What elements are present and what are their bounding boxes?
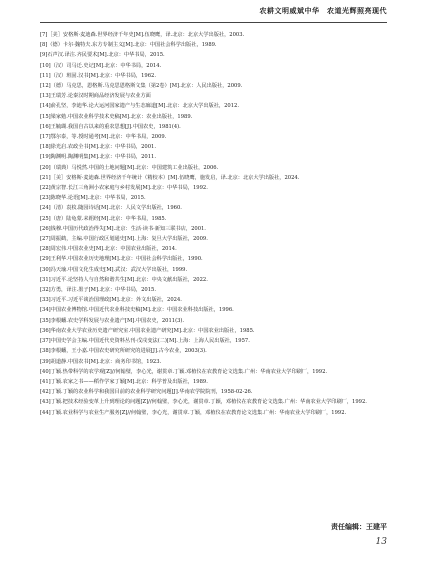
reference-item: [43]丁颖.把技术经验变革上升到理论的问题[Z]//何翰璧，李心光，谢贯章.丁颖，邓植仪在农教育论文选集.广州：华南农业大学印刷厂，1992.	[40, 399, 367, 406]
reference-item: [12]（德）马克思，恩格斯.马克思恩格斯文集（第2卷）[M].北京：人民出版社，2009.	[40, 83, 243, 90]
page-number: 13	[375, 537, 387, 547]
reference-item: [19]陶渊明.陶渊明集[M].北京：中华书局，2011.	[40, 154, 156, 161]
responsible-editor: 责任编辑：王建平	[331, 523, 387, 531]
reference-item: [31]习近平.论坚持人与自然和谐共生[M].北京：中央文献出版社，2022.	[40, 276, 208, 283]
reference-item: [33]习近平.习近平谈治国理政[M].北京：外文出版社，2024.	[40, 297, 182, 304]
reference-item: [9]石声汉.译注.齐民要术[M].北京：中华书局，2015.	[40, 52, 165, 59]
reference-item: [32]方勇，译注.墨子[M].北京：中华书局，2015.	[40, 287, 156, 294]
reference-item: [11]（汉）班固.汉书[M].北京：中华书局，1962.	[40, 72, 156, 79]
reference-item: [44]丁颖.农业科学与农业生产服务[Z]//何翰璧，李心光，谢贯章.丁颖，邓植仪在农教育论文选集.广州：华南农业大学印刷厂，1992.	[40, 409, 347, 416]
reference-item: [16]王毓瑚.我国自古以来的重农思想[J].中国农史，1981(4).	[40, 123, 181, 130]
reference-item: [20]（瑞典）马悦然.中国的土地问题[M].北京：中国建筑工业出版社，2006.	[40, 164, 219, 171]
reference-item: [13]王瑞芳.论秦汉时期商品经济发展与农业方面	[40, 93, 151, 100]
reference-item: [14]俞孔坚，李迪华.论大运河国家遗产与生态廊道[M].北京：北京大学出版社，2012.	[40, 103, 239, 110]
reference-item: [23]陈晓华.论语[M].北京：中华书局，2015.	[40, 195, 146, 202]
reference-list	[40, 30, 388, 418]
reference-item: [22]黄宗智.长江三角洲小农家庭与乡村发展[M].北京：中华书局，1992.	[40, 185, 208, 192]
reference-item: [26]钱穆.中国历代政治得失[M].北京：生活·读书·新知三联书店，2001.	[40, 225, 206, 232]
reference-item: [36]华南农业大学农业历史遗产研究室.中国农业遗产研究[M].北京：中国农业出版社，1985.	[40, 327, 255, 334]
reference-item: [21]［美］安格斯·麦迪森.世界经济千年统计（精校本）[M].伍晓鹰，施发启，译.北京：北京大学出版社，2024.	[40, 174, 300, 181]
reference-item: [35]李根蟠.农史学科发展与农业遗产[M].中国农史，2011(3).	[40, 317, 185, 324]
reference-item: [27]周振鹤，主编.中国行政区划通史[M].上海：复旦大学出版社，2009.	[40, 236, 208, 243]
reference-item: [29]王利华.中国农业历史地理[M].北京：中国社会科学出版社，1990.	[40, 256, 203, 263]
reference-item: [28]周宏伟.中国农业史[M].北京：中国农业出版社，2014.	[40, 246, 177, 253]
reference-item: [8]（德）卡尔·魏特夫.东方专制主义[M].北京：中国社会科学出版社，1989.	[40, 42, 217, 49]
reference-item: [7]［美］安格斯·麦迪森.世界经济千年史[M].伍晓鹰，译.北京：北京大学出版社，2003.	[40, 32, 245, 38]
reference-item: [30]冯天瑜.中国文化生成史[M].武汉：武汉大学出版社，1999.	[40, 266, 188, 273]
reference-item: [38]李根蟠，王小嘉.中国农史研究所研究的进展[J].古今农业，2003(3).	[40, 348, 207, 355]
reference-item: [39]胡道静.中国农书[M].北京：商务印书馆，1923.	[40, 358, 162, 365]
reference-item: [24]（清）袁枚.随园诗话[M].北京：人民文学出版社，1960.	[40, 205, 182, 212]
reference-item: [10]（汉）司马迁.史记[M].北京：中华书局，2014.	[40, 62, 162, 69]
reference-item: [40]丁颖.热带科学的农学观[Z]//何翰璧，李心光，谢贯章.丁颖.邓植仪在农教育论文选集.广州：华南农业大学印刷厂，1992.	[40, 368, 328, 375]
reference-item: [17]鄂尔泰，等.授时通考[M].北京：中华书局，2009.	[40, 134, 167, 141]
reference-item: [37]中国史学会主编.中国近代史资料丛刊·戊戌变法(二)[M].上海：上海人民出版社，1957.	[40, 338, 250, 345]
header-rule	[40, 22, 387, 23]
reference-item: [41]丁颖.农家之书——稻作学家丁颖[M].北京：科学普及出版社，1989.	[40, 378, 208, 385]
reference-item: [34]中国农业博物馆.中国近代农业科技史稿[M].北京：中国农业科技出版社，1996.	[40, 307, 234, 314]
reference-item: [25]（唐）陆龟蒙.耒耜经[M].北京：中华书局，1985.	[40, 215, 167, 222]
reference-item: [42]丁颖.丁颖的农业科学和我国目前的农业科学研究问题[J].华南农学院院刊，1958-02-26.	[40, 389, 253, 396]
reference-item: [15]梁家勉.中国农业科学技术史稿[M].北京：农业出版社，1989.	[40, 113, 193, 120]
running-header: 农耕文明威斌中华 农道光辉照亮现代	[259, 7, 387, 15]
reference-item: [18]徐光启.农政全书[M].北京：中华书局，2001.	[40, 144, 156, 151]
